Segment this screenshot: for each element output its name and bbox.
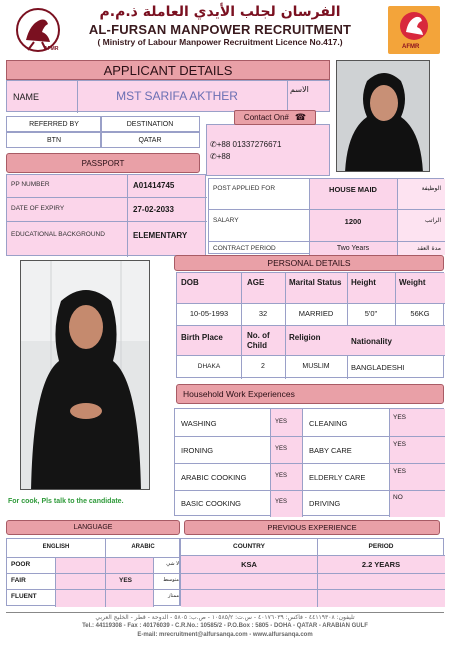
poor-label: POOR	[11, 561, 31, 568]
name-label: NAME	[13, 92, 40, 102]
applicant-photo-small	[336, 60, 430, 172]
fair-arabic-value: YES	[119, 577, 133, 584]
nationality-value: BANGLADESHI	[351, 363, 405, 372]
religion-value: MUSLIM	[302, 363, 330, 370]
job-table	[208, 178, 444, 254]
whatsapp-icon: ✆	[210, 140, 217, 149]
contract-period-arabic: مدة العقد	[417, 245, 441, 252]
company-logo-right	[388, 6, 440, 54]
salary-value: 1200	[344, 217, 362, 226]
education-value: ELEMENTARY	[133, 231, 188, 240]
english-col-label: ENGLISH	[42, 544, 70, 550]
religion-label: Religion	[289, 333, 321, 342]
hw-value: NO	[393, 494, 403, 501]
fluent-label: FLUENT	[11, 593, 37, 600]
hw-item: DRIVING	[309, 499, 341, 508]
expiry-value: 27-02-2033	[133, 205, 174, 214]
pp-number-value: A01414745	[133, 181, 175, 190]
height-value: 5'0"	[364, 309, 378, 318]
hw-value: YES	[393, 468, 407, 475]
destination-label: DESTINATION	[100, 116, 200, 132]
hw-value: YES	[275, 473, 288, 479]
hw-item: ARABIC COOKING	[181, 473, 247, 482]
hw-value: YES	[275, 419, 288, 425]
household-heading: Household Work Experiences	[176, 384, 444, 404]
post-applied-label: POST APPLIED FOR	[213, 185, 276, 192]
weight-label: Weight	[399, 278, 426, 287]
fair-label: FAIR	[11, 577, 26, 584]
country-col-label: COUNTRY	[233, 543, 265, 550]
company-name-arabic: الفرسان لجلب الأيدي العاملة ذ.م.م	[99, 4, 341, 20]
previous-table	[180, 538, 444, 606]
contract-period-label: CONTRACT PERIOD	[213, 245, 276, 252]
destination-value: QATAR	[100, 132, 200, 148]
household-table	[174, 408, 444, 516]
education-label: EDUCATIONAL BACKGROUND	[11, 231, 105, 238]
post-applied-arabic: الوظيفة	[421, 185, 441, 192]
contact-heading: Contact On# ☎	[234, 110, 316, 125]
arabic-col-label: ARABIC	[131, 544, 155, 550]
logo-caption-right: AFMR	[402, 44, 420, 50]
company-licence: ( Ministry of Labour Manpower Recruitment Licence No.417.)	[97, 37, 343, 47]
expiry-label: DATE OF EXPIRY	[11, 205, 65, 212]
fluent-arabic-label: ممتاز	[167, 593, 179, 599]
poor-arabic-label: لا شي	[166, 561, 179, 567]
company-name: AL-FURSAN MANPOWER RECRUITMENT	[88, 22, 352, 37]
dob-label: DOB	[181, 278, 199, 287]
company-logo-left	[14, 6, 66, 56]
referred-by-value: BTN	[6, 132, 102, 148]
passport-heading: PASSPORT	[6, 153, 200, 173]
hw-value: YES	[275, 446, 288, 452]
hw-value: YES	[275, 499, 288, 505]
marital-value: MARRIED	[298, 309, 334, 318]
applicant-photo-large	[20, 260, 150, 490]
language-table	[6, 538, 180, 606]
contact-phone-1: ✆+88 01337276671	[210, 140, 282, 149]
logo-caption-left: AFMR	[44, 46, 59, 52]
children-label: No. of Child	[247, 331, 270, 350]
dob-value: 10-05-1993	[189, 309, 229, 318]
salary-arabic: الراتب	[424, 217, 441, 224]
footer-divider	[6, 612, 444, 613]
footer-contact: Tel.: 44119308 - Fax : 40176039 - C.R.No.: 10585/2 - P.O.Box : 5805 - DOHA - QATAR - ARABIAN GULF	[82, 623, 368, 629]
language-heading: LANGUAGE	[6, 520, 180, 535]
children-value: 2	[261, 363, 265, 370]
post-applied-value: HOUSE MAID	[329, 185, 377, 194]
phone-icon: ☎	[294, 112, 307, 122]
height-label: Height	[351, 278, 376, 287]
pp-number-label: PP NUMBER	[11, 181, 50, 188]
contact-phone-2: ✆+88	[210, 152, 231, 161]
birth-place-value: DHAKA	[197, 363, 221, 370]
referred-by-label: REFERRED BY	[6, 116, 102, 132]
hw-item: IRONING	[181, 446, 214, 455]
weight-value: 56KG	[410, 309, 430, 318]
hw-item: BASIC COOKING	[181, 499, 242, 508]
hw-item: BABY CARE	[309, 446, 352, 455]
applicant-details-title: APPLICANT DETAILS	[103, 62, 233, 78]
name-arabic: الاسم	[290, 85, 309, 94]
salary-label: SALARY	[213, 217, 239, 224]
previous-country: KSA	[241, 560, 257, 569]
hw-item: CLEANING	[309, 419, 348, 428]
age-value: 32	[258, 309, 268, 318]
previous-experience-heading: PREVIOUS EXPERIENCE	[184, 520, 440, 535]
footer-arabic: تليفون: ٤٤١١٩٣٠٨ - فاكس: ٤٠١٧٦٠٣٩ - س.ت: ١٠٥٨٥/٢ - ص.ب: ٥٨٠٥ - الدوحة - قطر - الخليج العربي	[95, 614, 355, 621]
hw-value: YES	[393, 441, 407, 448]
hw-item: WASHING	[181, 419, 217, 428]
previous-period: 2.2 YEARS	[361, 560, 401, 569]
age-label: AGE	[247, 278, 265, 287]
applicant-details-heading	[6, 60, 330, 80]
footer-email: E-mail: mrecruitment@alfursanqa.com - www.alfursanqa.com	[137, 632, 313, 638]
contract-period-value: Two Years	[336, 245, 370, 252]
marital-label: Marital Status	[289, 278, 342, 287]
fair-arabic-label: متوسط	[163, 577, 179, 583]
nationality-label: Nationality	[351, 337, 392, 346]
hw-item: ELDERLY CARE	[309, 473, 366, 482]
contact-box	[206, 124, 330, 176]
personal-table	[176, 272, 444, 378]
personal-details-heading: PERSONAL DETAILS	[174, 255, 444, 271]
name-row	[6, 80, 330, 112]
passport-table	[6, 174, 206, 256]
birth-place-label: Birth Place	[181, 333, 223, 342]
whatsapp-icon: ✆	[210, 152, 217, 161]
period-col-label: PERIOD	[368, 543, 394, 550]
hw-value: YES	[393, 414, 407, 421]
name-value: MST SARIFA AKTHER	[116, 89, 238, 103]
cook-note: For cook, Pls talk to the candidate.	[8, 498, 124, 505]
